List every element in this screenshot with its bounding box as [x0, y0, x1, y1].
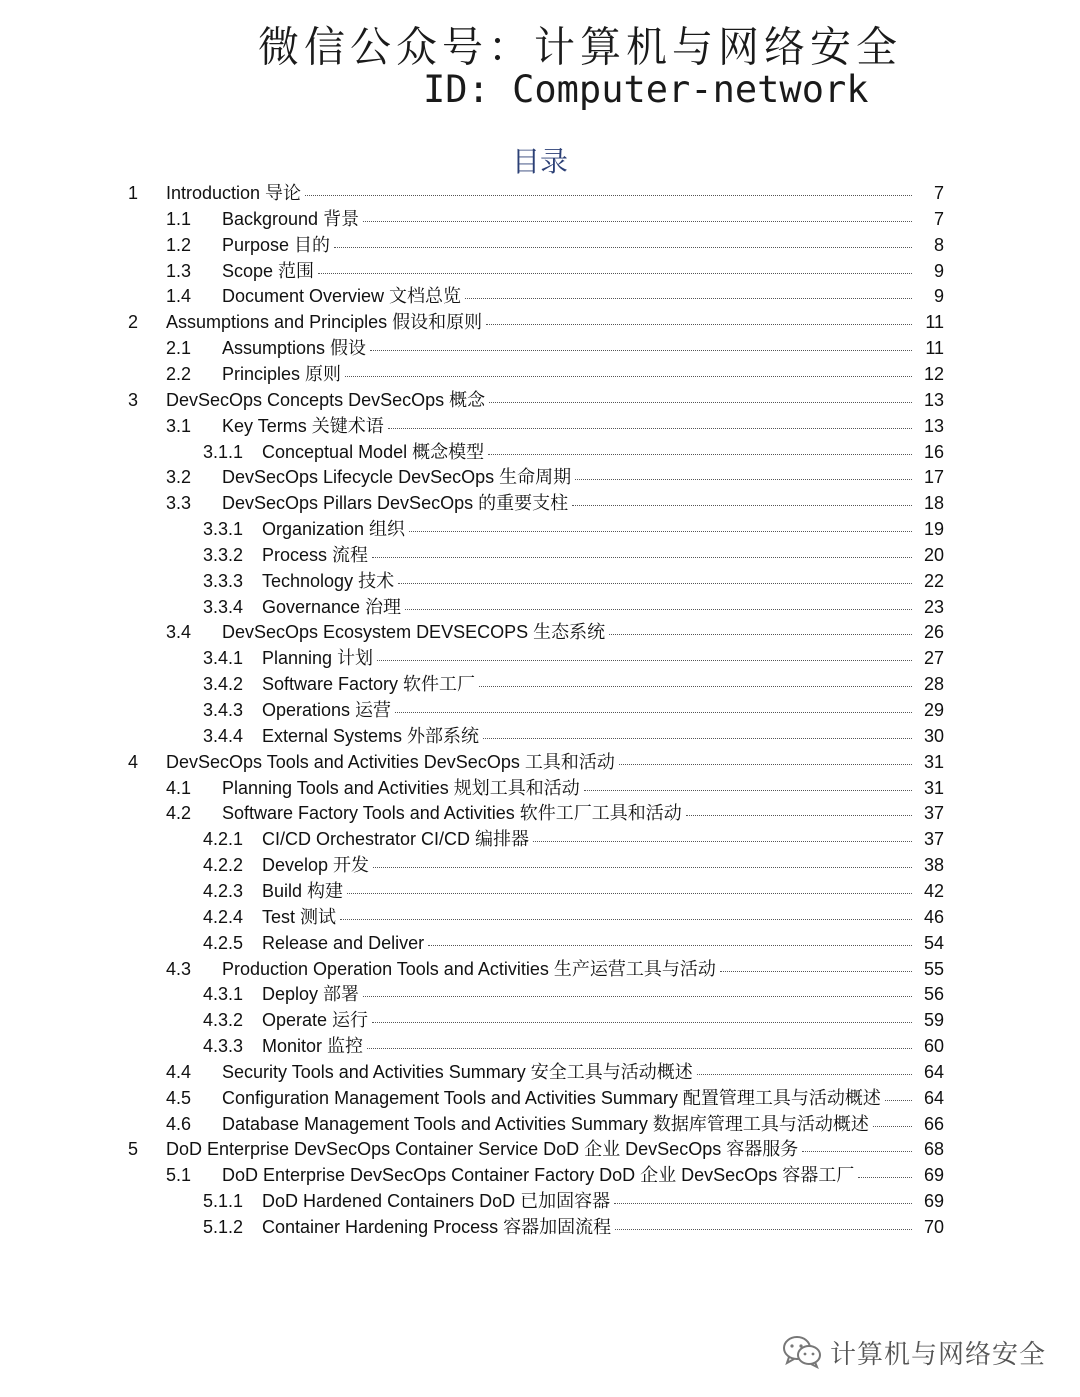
- toc-dot-leader: [873, 1108, 912, 1127]
- toc-entry-number: 4.2.2: [203, 855, 244, 876]
- toc-dot-leader: [334, 229, 912, 248]
- toc-entry[interactable]: [0, 1214, 1080, 1240]
- toc-dot-leader: [409, 513, 912, 532]
- toc-entry-number: 5.1.2: [203, 1217, 244, 1237]
- toc-entry-number: 1.1: [166, 208, 192, 229]
- toc-entry-number: 1: [128, 183, 139, 203]
- toc-dot-leader: [885, 1082, 912, 1101]
- toc-entry-page: 37: [923, 803, 944, 824]
- toc-dot-leader: [686, 797, 912, 816]
- toc-dot-leader: [488, 436, 912, 455]
- toc-dot-leader: [372, 1004, 912, 1023]
- toc-entry-title: DoD Hardened Containers DoD 已加固容器: [262, 1191, 611, 1212]
- toc-entry-page: 59: [923, 1010, 944, 1031]
- toc-dot-leader: [395, 694, 912, 713]
- toc-entry-title: Test 测试: [262, 906, 337, 927]
- toc-entry-page: 56: [923, 984, 944, 1005]
- banner: [0, 0, 1080, 120]
- toc-entry-page: 55: [923, 958, 944, 979]
- toc-entry-title: DevSecOps Ecosystem DEVSECOPS 生态系统: [222, 622, 606, 643]
- toc-entry[interactable]: [0, 594, 1080, 620]
- toc-entry-page: 23: [923, 596, 944, 617]
- toc-entry-page: 69: [923, 1191, 944, 1212]
- toc-entry-number: 4.2.3: [203, 880, 244, 901]
- toc-dot-leader: [575, 461, 912, 480]
- toc-entry-page: 31: [923, 777, 944, 798]
- toc-entry-line: [166, 1136, 914, 1162]
- toc-entry-number: 2.2: [166, 363, 192, 384]
- toc-entry-title: Monitor 监控: [262, 1036, 364, 1057]
- toc-dot-leader: [373, 849, 912, 868]
- toc-dot-leader: [405, 591, 912, 610]
- toc-dot-leader: [318, 255, 912, 274]
- banner-wechat-account: 微信公众号：计算机与网络安全: [258, 22, 902, 72]
- toc-entry[interactable]: [0, 775, 1080, 801]
- toc-entry-page: 11: [925, 338, 944, 359]
- toc-entry-page: 64: [923, 1061, 944, 1082]
- toc-dot-leader: [483, 720, 912, 739]
- toc-entry-page: 7: [933, 208, 944, 229]
- toc-entry-number: 3.4.1: [203, 648, 244, 669]
- toc-entry-page: 22: [923, 570, 944, 591]
- toc-entry-line: [222, 1085, 914, 1111]
- toc-entry-number: 1.3: [166, 260, 192, 281]
- toc-entry[interactable]: [0, 1162, 1080, 1188]
- toc-entry-line: [262, 1214, 914, 1240]
- toc-entry-title: Software Factory Tools and Activities 软件工厂工具和活动: [222, 803, 682, 824]
- watermark: [782, 1332, 1046, 1372]
- toc-dot-leader: [340, 901, 912, 920]
- toc-dot-leader: [489, 384, 912, 403]
- toc-entry-page: 30: [923, 725, 944, 746]
- toc-entry-page: 37: [923, 829, 944, 850]
- toc-entry-title: Conceptual Model 概念模型: [262, 441, 485, 462]
- toc-entry-page: 20: [923, 544, 944, 565]
- banner-account-id: ID: Computer-network: [423, 68, 869, 111]
- toc-entry-number: 4.1: [166, 777, 192, 798]
- toc-entry-title: Develop 开发: [262, 855, 370, 876]
- toc-entry-number: 3: [128, 389, 139, 410]
- toc-entry-title: DevSecOps Tools and Activities DevSecOps 工具和活动: [166, 751, 615, 772]
- toc-entry[interactable]: [0, 749, 1080, 775]
- toc-entry[interactable]: [0, 464, 1080, 490]
- toc-entry-page: 60: [923, 1036, 944, 1057]
- toc-entry-page: 16: [923, 441, 944, 462]
- toc-entry-title: Security Tools and Activities Summary 安全工具与活动概述: [222, 1061, 693, 1082]
- toc-entry-number: 3.3: [166, 493, 192, 514]
- toc-dot-leader: [388, 410, 912, 429]
- toc-dot-leader: [858, 1159, 912, 1178]
- toc-entry-title: Principles 原则: [222, 363, 342, 384]
- toc-dot-leader: [486, 306, 912, 325]
- toc-entry-number: 1.2: [166, 234, 192, 255]
- toc-entry-title: Technology 技术: [262, 570, 395, 591]
- toc-entry-number: 1.4: [166, 286, 192, 307]
- toc-dot-leader: [367, 1030, 912, 1049]
- toc-entry-page: 12: [923, 363, 944, 384]
- toc-entry-page: 19: [923, 519, 944, 540]
- toc-entry-number: 4.3: [166, 958, 192, 979]
- toc-entry[interactable]: [0, 1033, 1080, 1059]
- toc-entry-title: Container Hardening Process 容器加固流程: [262, 1217, 612, 1237]
- toc-dot-leader: [370, 332, 912, 351]
- toc-entry-number: 2: [128, 312, 139, 333]
- toc-entry-title: Build 构建: [262, 880, 344, 901]
- toc-dot-leader: [609, 616, 912, 635]
- toc-entry-title: Software Factory 软件工厂: [262, 674, 476, 695]
- toc-dot-leader: [619, 746, 912, 765]
- toc-entry-title: Operations 运营: [262, 700, 392, 720]
- toc-entry-page: 42: [923, 880, 944, 901]
- toc-dot-leader: [398, 565, 912, 584]
- toc-dot-leader: [697, 1056, 912, 1075]
- toc-entry-line: [222, 1059, 914, 1085]
- toc-entry-page: 68: [923, 1139, 944, 1160]
- toc-entry-title: Organization 组织: [262, 519, 406, 540]
- toc-entry-page: 69: [923, 1165, 944, 1186]
- toc-entry[interactable]: [0, 1059, 1080, 1085]
- toc-entry-number: 3.4.4: [203, 725, 244, 746]
- toc-dot-leader: [372, 539, 912, 558]
- toc-entry-page: 29: [923, 700, 944, 720]
- toc-entry-number: 4.3.3: [203, 1036, 244, 1057]
- toc-entry-title: Configuration Management Tools and Activities Summary 配置管理工具与活动概述: [222, 1087, 881, 1108]
- toc-entry-title: Planning Tools and Activities 规划工具和活动: [222, 777, 580, 798]
- toc-dot-leader: [615, 1211, 912, 1230]
- toc-dot-leader: [363, 203, 912, 222]
- toc-title: 目录: [511, 145, 568, 178]
- toc-entry-page: 9: [933, 260, 944, 281]
- toc-entry-title: Purpose 目的: [222, 234, 331, 255]
- toc-entry-page: 13: [923, 415, 944, 436]
- toc-entry-number: 3.3.2: [203, 544, 244, 565]
- toc-entry-number: 3.3.1: [203, 519, 244, 540]
- toc-entry-page: 38: [923, 855, 944, 876]
- toc-entry-number: 3.4: [166, 622, 192, 643]
- toc-entry-title: Introduction 导论: [166, 183, 302, 203]
- toc-entry-title: Governance 治理: [262, 596, 402, 617]
- toc-entry-title: DoD Enterprise DevSecOps Container Service DoD 企业 DevSecOps 容器服务: [166, 1139, 799, 1160]
- toc-entry-page: 9: [933, 286, 944, 307]
- toc-entry-number: 4.2.1: [203, 829, 244, 850]
- watermark-text: 计算机与网络安全: [830, 1339, 1047, 1370]
- toc-entry-title: Assumptions and Principles 假设和原则: [166, 312, 483, 333]
- toc-entry-number: 3.4.3: [203, 700, 244, 720]
- toc-entry-title: DevSecOps Pillars DevSecOps 的重要支柱: [222, 493, 569, 514]
- toc-entry[interactable]: [0, 1085, 1080, 1111]
- toc-dot-leader: [720, 953, 912, 972]
- toc-entry-number: 2.1: [166, 338, 192, 359]
- toc-dot-leader: [533, 823, 912, 842]
- toc-entry-title: Key Terms 关键术语: [222, 415, 384, 436]
- toc-entry-number: 3.2: [166, 467, 192, 488]
- toc-dot-leader: [584, 772, 912, 791]
- toc-entry-title: Process 流程: [262, 544, 369, 565]
- toc-dot-leader: [802, 1133, 912, 1152]
- toc-entry-title: Operate 运行: [262, 1010, 369, 1031]
- toc-dot-leader: [614, 1185, 912, 1204]
- toc-entry-page: 11: [925, 312, 944, 333]
- toc-entry-title: Production Operation Tools and Activities 生产运营工具与活动: [222, 958, 716, 979]
- toc-entry-page: 7: [933, 183, 944, 203]
- toc-entry-page: 46: [923, 906, 944, 927]
- toc-entry[interactable]: [0, 930, 1080, 956]
- toc-entry-page: 54: [923, 932, 944, 953]
- toc-entry-title: Release and Deliver: [262, 932, 425, 953]
- toc-entry-page: 64: [923, 1087, 944, 1108]
- toc-entry-title: Database Management Tools and Activities Summary 数据库管理工具与活动概述: [222, 1113, 869, 1134]
- toc-entry-number: 4.4: [166, 1061, 192, 1082]
- toc-entry-page: 18: [923, 493, 944, 514]
- toc-entry-title: DevSecOps Lifecycle DevSecOps 生命周期: [222, 467, 572, 488]
- toc-entry-number: 5: [128, 1139, 139, 1160]
- toc-entry-number: 3.3.3: [203, 570, 244, 591]
- toc-dot-leader: [305, 177, 912, 196]
- toc-entry-number: 4: [128, 751, 139, 772]
- toc-entry-number: 4.2: [166, 803, 192, 824]
- toc-dot-leader: [572, 487, 912, 506]
- toc-entry-title: Scope 范围: [222, 260, 315, 281]
- toc-entry-title: Assumptions 假设: [222, 338, 367, 359]
- wechat-icon: [782, 1335, 822, 1369]
- toc-entry-number: 5.1: [166, 1165, 192, 1186]
- toc-entry-title: DevSecOps Concepts DevSecOps 概念: [166, 389, 486, 410]
- toc-entry-title: Planning 计划: [262, 648, 374, 669]
- toc-entry-number: 4.5: [166, 1087, 192, 1108]
- toc-entry[interactable]: [0, 1188, 1080, 1214]
- toc-dot-leader: [465, 280, 912, 299]
- toc-dot-leader: [428, 927, 912, 946]
- toc-entry-number: 3.1.1: [203, 441, 244, 462]
- toc-entry-title: Deploy 部署: [262, 984, 360, 1005]
- toc-dot-leader: [345, 358, 912, 377]
- toc-entry[interactable]: [0, 1111, 1080, 1137]
- toc-entry-number: 5.1.1: [203, 1191, 244, 1212]
- toc-entry-title: Background 背景: [222, 208, 360, 229]
- toc-entry-page: 70: [923, 1217, 944, 1237]
- toc-entry-title: CI/CD Orchestrator CI/CD 编排器: [262, 829, 530, 850]
- toc-entry-page: 13: [923, 389, 944, 410]
- toc-entry[interactable]: [0, 1136, 1080, 1162]
- toc-dot-leader: [377, 642, 912, 661]
- toc-entry-number: 4.6: [166, 1113, 192, 1134]
- toc-entry-number: 4.2.4: [203, 906, 244, 927]
- toc-entry-page: 31: [923, 751, 944, 772]
- toc-entry-page: 17: [923, 467, 944, 488]
- toc-entry-title: Document Overview 文档总览: [222, 286, 462, 307]
- toc-entry-page: 28: [923, 674, 944, 695]
- toc-entry-number: 4.3.2: [203, 1010, 244, 1031]
- toc-entry-page: 8: [933, 234, 944, 255]
- toc-entry-number: 4.3.1: [203, 984, 244, 1005]
- toc-entry[interactable]: [0, 723, 1080, 749]
- toc-dot-leader: [363, 978, 912, 997]
- toc-entry-page: 26: [923, 622, 944, 643]
- toc-entry[interactable]: [0, 439, 1080, 465]
- toc-entry-number: 3.3.4: [203, 596, 244, 617]
- toc-entry-title: DoD Enterprise DevSecOps Container Factory DoD 企业 DevSecOps 容器工厂: [222, 1165, 855, 1186]
- toc-entry-page: 27: [923, 648, 944, 669]
- toc-entry-number: 3.4.2: [203, 674, 244, 695]
- toc-entry-number: 4.2.5: [203, 932, 244, 953]
- toc-dot-leader: [347, 875, 912, 894]
- toc-entry-page: 66: [923, 1113, 944, 1134]
- toc-dot-leader: [479, 668, 912, 687]
- toc-entry-title: External Systems 外部系统: [262, 725, 480, 746]
- toc-entry-number: 3.1: [166, 415, 192, 436]
